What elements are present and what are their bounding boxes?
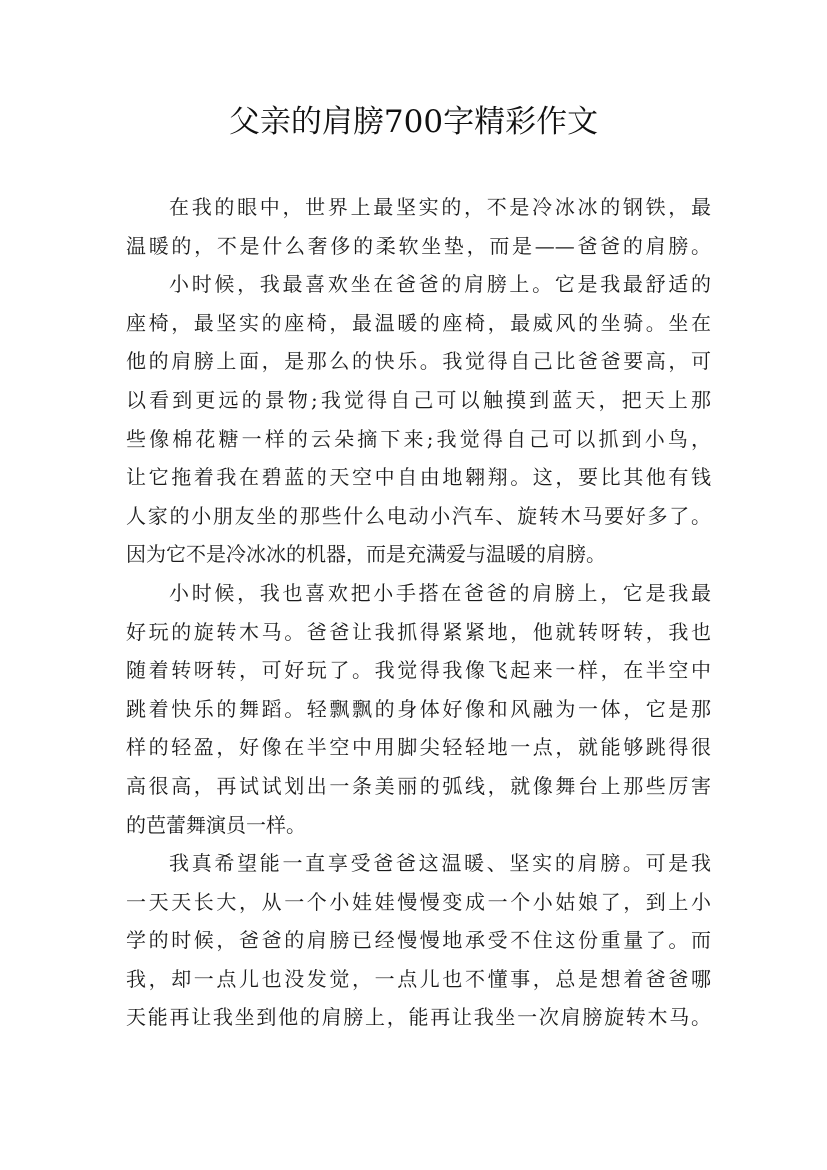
paragraph-3 xyxy=(126,574,711,844)
text-line: 一天天长大，从一个小娃娃慢慢变成一个小姑娘了，到上小 xyxy=(126,889,711,914)
text-line: 的芭蕾舞演员一样。 xyxy=(126,812,306,837)
text-line: 小时候，我也喜欢把小手搭在爸爸的肩膀上，它是我最 xyxy=(169,580,711,605)
text-line: 让它拖着我在碧蓝的天空中自由地翱翔。这，要比其他有钱 xyxy=(126,465,711,490)
text-line: 我真希望能一直享受爸爸这温暖、坚实的肩膀。可是我 xyxy=(169,851,711,876)
paragraph-4 xyxy=(126,844,711,1037)
essay-body xyxy=(126,188,711,1037)
text-line: 些像棉花糖一样的云朵摘下来;我觉得自己可以抓到小鸟， xyxy=(126,426,711,451)
text-line: 天能再让我坐到他的肩膀上，能再让我坐一次肩膀旋转木马。 xyxy=(126,1005,711,1030)
text-line: 座椅，最坚实的座椅，最温暖的座椅，最威风的坐骑。坐在 xyxy=(126,310,711,335)
text-line: 因为它不是冷冰冰的机器，而是充满爱与温暖的肩膀。 xyxy=(126,542,606,567)
text-line: 样的轻盈，好像在半空中用脚尖轻轻地一点，就能够跳得很 xyxy=(126,735,711,760)
text-line: 我，却一点儿也没发觉，一点儿也不懂事，总是想着爸爸哪 xyxy=(126,966,711,991)
document-title: 父亲的肩膀700字精彩作文 xyxy=(228,104,599,140)
text-line: 人家的小朋友坐的那些什么电动小汽车、旋转木马要好多了。 xyxy=(126,503,711,528)
text-line: 在我的眼中，世界上最坚实的，不是冷冰冰的钢铁，最 xyxy=(169,195,711,219)
text-line: 高很高，再试试划出一条美丽的弧线，就像舞台上那些厉害 xyxy=(126,773,711,798)
text-line: 好玩的旋转木马。爸爸让我抓得紧紧地，他就转呀转，我也 xyxy=(126,619,711,644)
text-line: 学的时候，爸爸的肩膀已经慢慢地承受不住这份重量了。而 xyxy=(126,928,711,953)
text-line: 小时候，我最喜欢坐在爸爸的肩膀上。它是我最舒适的 xyxy=(169,272,711,297)
text-line: 他的肩膀上面，是那么的快乐。我觉得自己比爸爸要高，可 xyxy=(126,349,711,374)
text-line: 温暖的，不是什么奢侈的柔软坐垫，而是——爸爸的肩膀。 xyxy=(126,233,711,258)
paragraph-1 xyxy=(126,188,711,265)
paragraph-2 xyxy=(126,265,711,574)
text-line: 跳着快乐的舞蹈。轻飘飘的身体好像和风融为一体，它是那 xyxy=(126,696,711,721)
text-line: 以看到更远的景物;我觉得自己可以触摸到蓝天，把天上那 xyxy=(126,387,711,412)
text-line: 随着转呀转，可好玩了。我觉得我像飞起来一样，在半空中 xyxy=(126,658,711,683)
